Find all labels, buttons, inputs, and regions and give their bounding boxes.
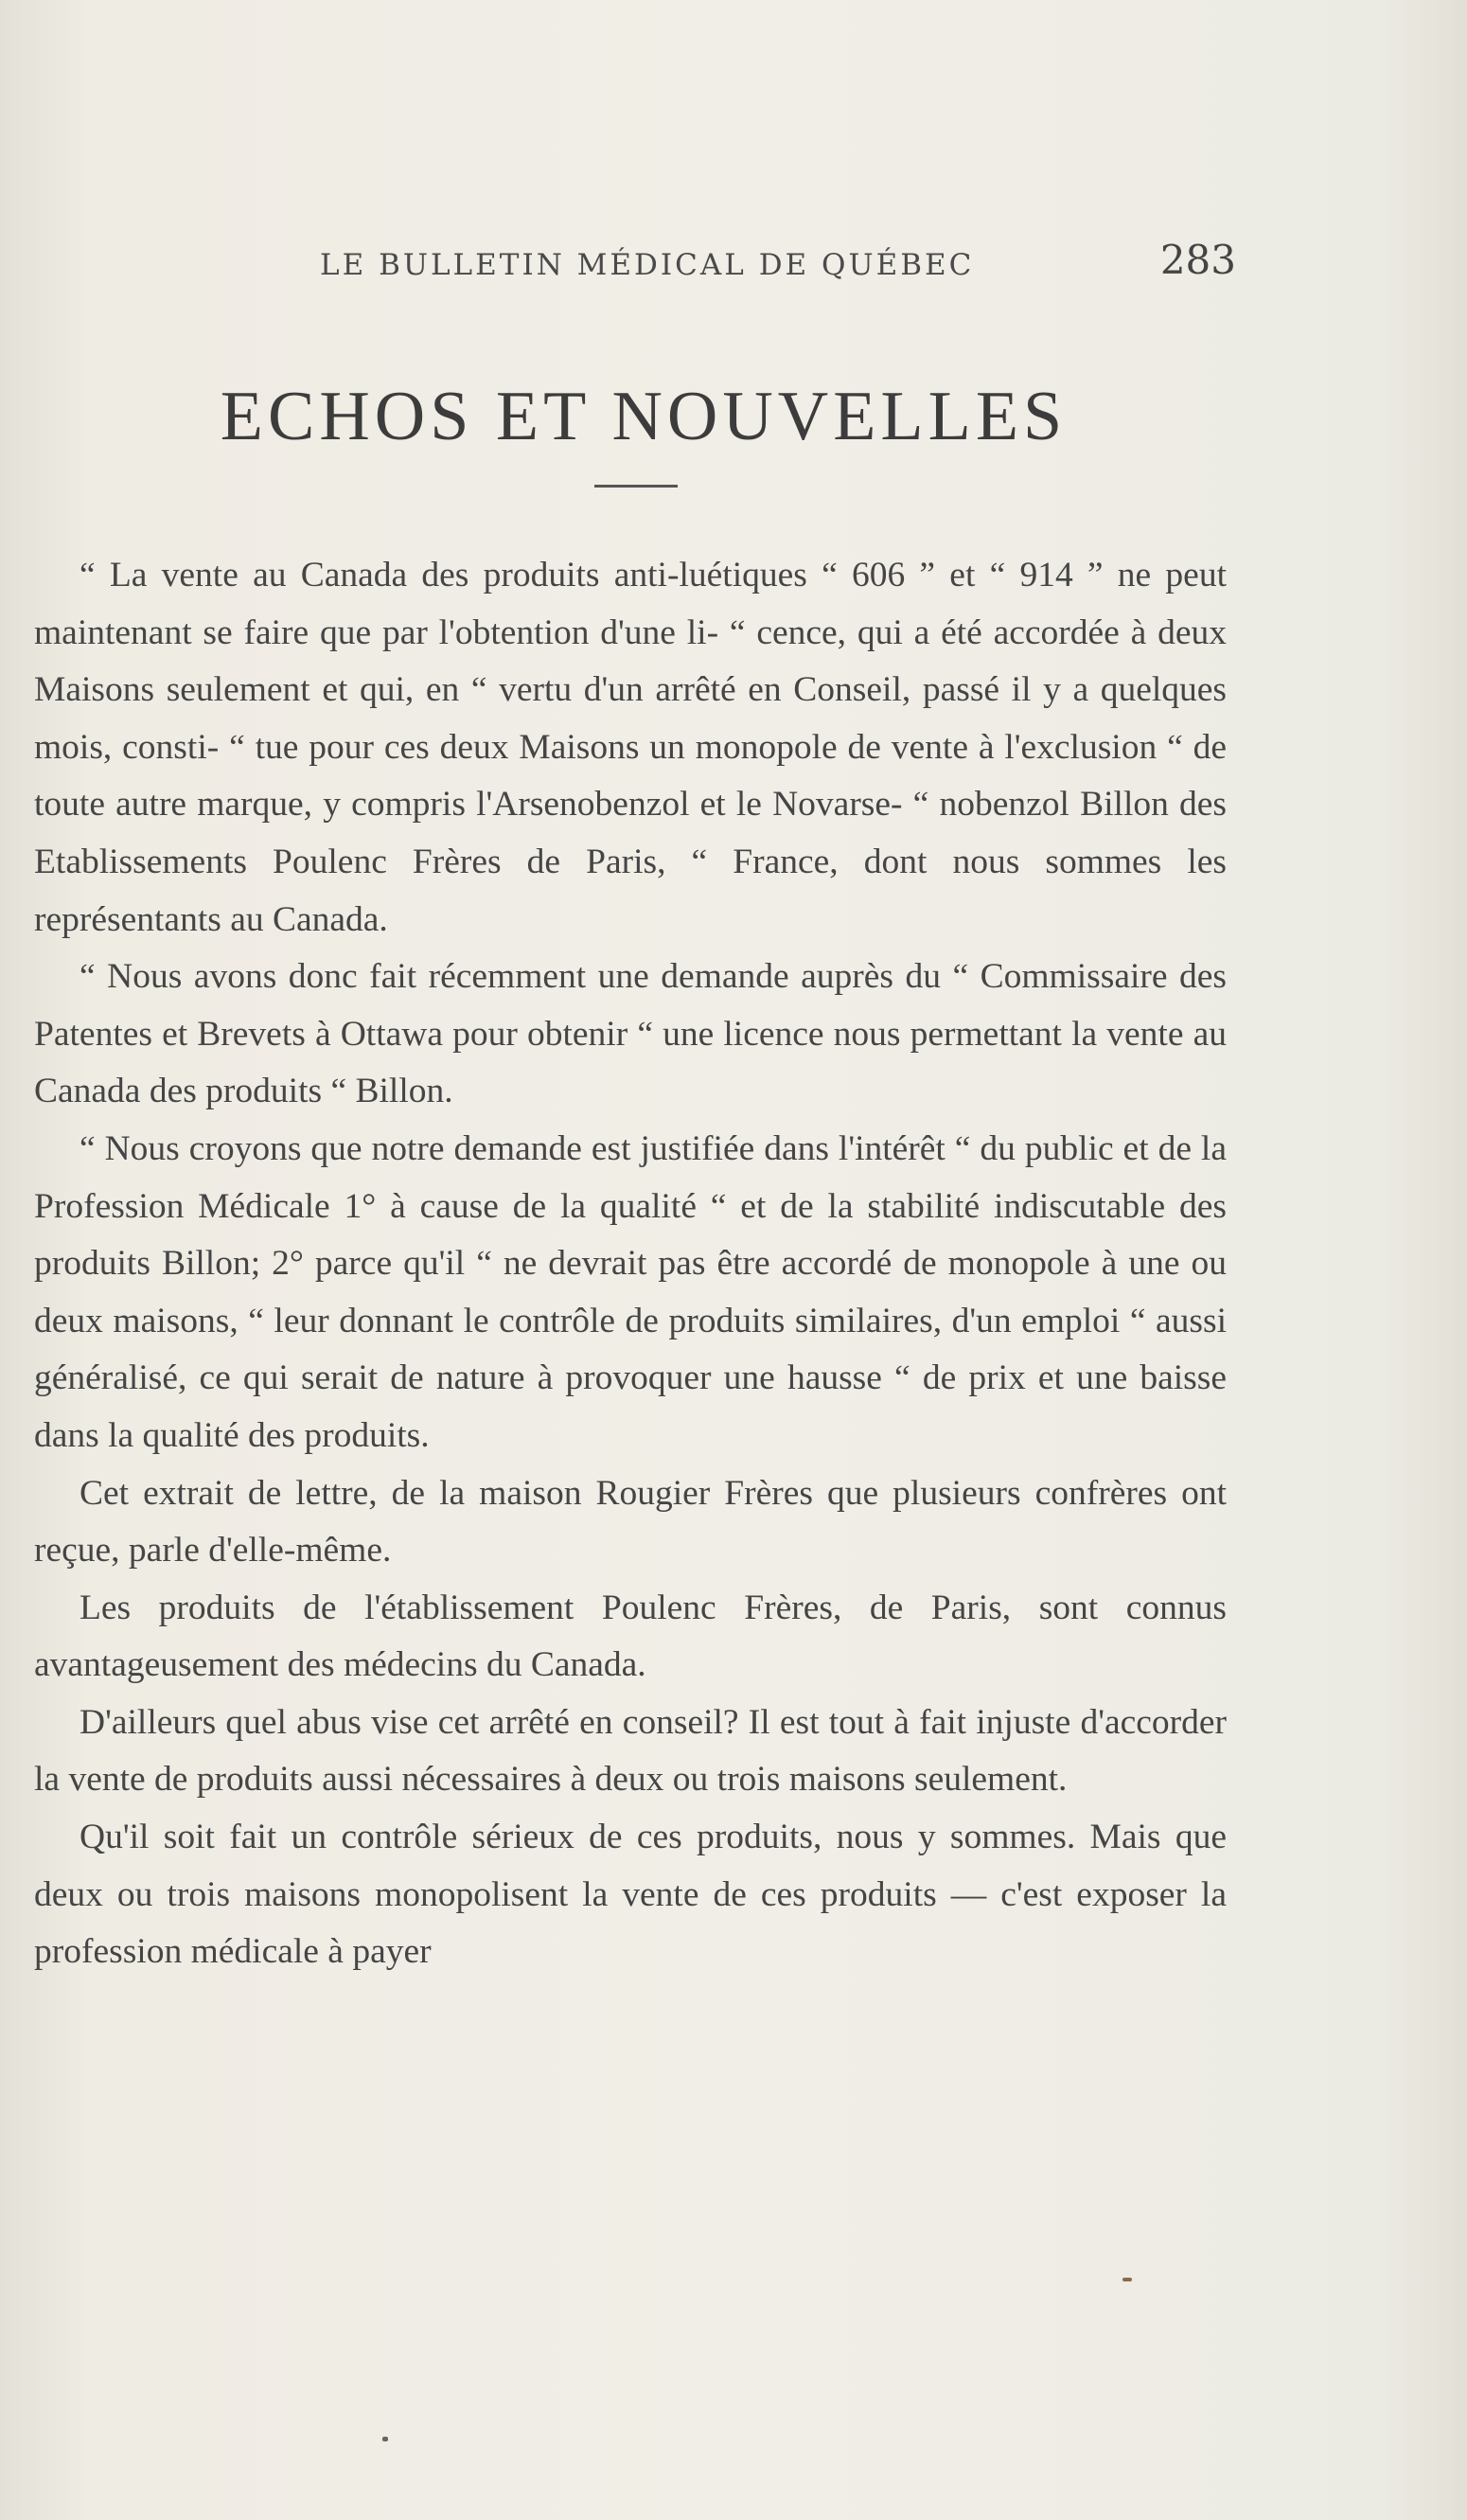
- paragraph-6: D'ailleurs quel abus vise cet arrêté en conseil? Il est tout à fait injuste d'accorder la vente de produits aussi nécessaires à deux ou trois maisons seulement.: [34, 1702, 1227, 1800]
- running-title: LE BULLETIN MÉDICAL DE QUÉBEC: [320, 248, 975, 282]
- paper-spot: [1122, 2278, 1132, 2281]
- title-divider: [594, 485, 678, 488]
- paragraph-5: Les produits de l'établissement Poulenc Frères, de Paris, sont connus avantageusement des médecins du Canada.: [34, 1588, 1227, 1685]
- paragraph-1: “ La vente au Canada des produits anti-luétiques “ 606 ” et “ 914 ” ne peut maintenant se faire que par l'obtention d'une li- “ cence, qui a été accordée à deux Maisons seulement et qui, en “ vertu d'un arrêté en Conseil, passé il y a quelques mois, consti- “ tue pour ces deux Maisons un monopole de vente à l'exclusion “ de toute autre marque, y compris l'Arsenobenzol et le Novarse- “ nobenzol Billon des Etablissements Poulenc Frères de Paris, “ France, dont nous sommes les représentants au Canada.: [34, 556, 1227, 939]
- paragraph-7: Qu'il soit fait un contrôle sérieux de ces produits, nous y sommes. Mais que deux ou trois maisons monopolisent la vente de ces produits — c'est exposer la profession médicale à payer: [34, 1818, 1227, 1972]
- paragraph-3: “ Nous croyons que notre demande est justifiée dans l'intérêt “ du public et de la Profession Médicale 1° à cause de la qualité “ et de la stabilité indiscutable des produits Billon; 2° parce qu'il “ ne devrait pas être accordé de monopole à une ou deux maisons, “ leur donnant le contrôle de produits similaires, d'un emploi “ aussi généralisé, ce qui serait de nature à provoquer une hausse “ de prix et une baisse dans la qualité des produits.: [34, 1128, 1227, 1455]
- paragraph-2: “ Nous avons donc fait récemment une demande auprès du “ Commissaire des Patentes et Brevets à Ottawa pour obtenir “ une licence nous permettant la vente au Canada des produits “ Billon.: [34, 957, 1227, 1111]
- page-number: 283: [1159, 237, 1236, 283]
- article-body: [34, 547, 1227, 1981]
- section-title: ECHOS ET NOUVELLES: [220, 377, 1068, 455]
- paragraph-4: Cet extrait de lettre, de la maison Rougier Frères que plusieurs confrères ont reçue, parle d'elle-même.: [34, 1473, 1227, 1571]
- paper-spot: [382, 2437, 388, 2441]
